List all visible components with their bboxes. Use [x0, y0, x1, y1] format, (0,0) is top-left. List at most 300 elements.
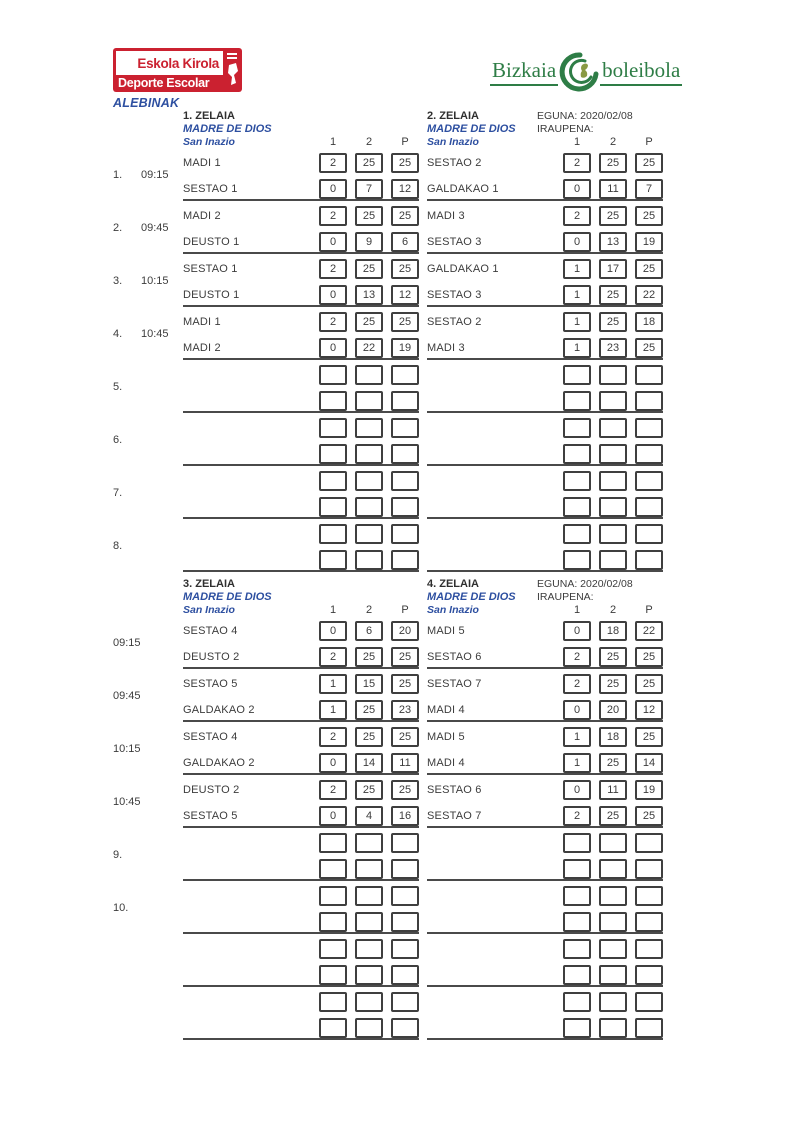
- score-cell: 11: [599, 179, 627, 199]
- eskola-kirola-title-box: [116, 51, 223, 75]
- score-cell: [319, 992, 347, 1012]
- score-cell: 0: [563, 780, 591, 800]
- score-cell: [319, 365, 347, 385]
- score-cell: 25: [599, 153, 627, 173]
- score-cell: 16: [391, 806, 419, 826]
- schedule-section: [113, 110, 671, 572]
- match-number-time-row: [113, 722, 183, 775]
- team-row: [427, 524, 663, 544]
- team-row: [183, 365, 419, 385]
- score-cell: 25: [599, 647, 627, 667]
- score-cell: [355, 365, 383, 385]
- score-cell: 25: [635, 259, 663, 279]
- score-cell: 15: [355, 674, 383, 694]
- team-row: [427, 700, 663, 720]
- team-row: [427, 886, 663, 906]
- team-name: MADI 4: [427, 757, 465, 769]
- score-cell: [563, 497, 591, 517]
- match-block: [183, 828, 419, 881]
- match-number: 4.: [113, 327, 123, 340]
- score-cell: [391, 550, 419, 570]
- match-block: [427, 616, 663, 669]
- score-cell: [319, 550, 347, 570]
- score-cell: 25: [599, 312, 627, 332]
- score-cell: 25: [635, 338, 663, 358]
- team-name: MADI 3: [427, 210, 465, 222]
- court-title: 1. ZELAIA: [183, 110, 235, 122]
- score-cell: 2: [563, 206, 591, 226]
- team-row: [183, 647, 419, 667]
- score-cell: [355, 391, 383, 411]
- match-block: [183, 881, 419, 934]
- score-cell: 0: [563, 621, 591, 641]
- court-header: [183, 110, 419, 148]
- score-cell: 2: [563, 806, 591, 826]
- score-cell: 0: [319, 753, 347, 773]
- match-block: [427, 519, 663, 572]
- score-cell: [355, 965, 383, 985]
- team-row: [183, 780, 419, 800]
- score-cell: [563, 365, 591, 385]
- court-header: [427, 110, 663, 148]
- score-cell: [599, 524, 627, 544]
- score-cell: 25: [391, 780, 419, 800]
- team-row: [183, 285, 419, 305]
- court-title: 2. ZELAIA: [427, 110, 479, 122]
- score-cell: [355, 992, 383, 1012]
- score-cell: 1: [563, 727, 591, 747]
- score-cell: [319, 939, 347, 959]
- score-cell: [635, 471, 663, 491]
- team-row: [183, 674, 419, 694]
- date-duration-block: [537, 578, 633, 604]
- score-cell: [319, 471, 347, 491]
- score-cell: 2: [319, 206, 347, 226]
- score-cell: 18: [599, 727, 627, 747]
- team-row: [427, 285, 663, 305]
- column-header-row: [427, 136, 663, 148]
- team-name: DEUSTO 1: [183, 236, 240, 248]
- team-name: SESTAO 6: [427, 784, 482, 796]
- match-block: [427, 828, 663, 881]
- score-cell: [319, 912, 347, 932]
- score-cell: [635, 912, 663, 932]
- set-column-header-P: P: [645, 604, 653, 616]
- score-cell: 11: [391, 753, 419, 773]
- match-block: [427, 934, 663, 987]
- score-cell: [391, 365, 419, 385]
- team-row: [183, 391, 419, 411]
- score-cell: 7: [355, 179, 383, 199]
- score-cell: 1: [563, 338, 591, 358]
- score-cell: [563, 886, 591, 906]
- match-number: 2.: [113, 221, 123, 234]
- team-row: [427, 338, 663, 358]
- set-column-header-1: 1: [573, 604, 581, 616]
- court-table: [183, 578, 419, 1040]
- score-cell: 20: [391, 621, 419, 641]
- match-block: [183, 519, 419, 572]
- score-cell: [599, 992, 627, 1012]
- match-block: [183, 987, 419, 1040]
- match-number: 10.: [113, 901, 129, 914]
- team-row: [183, 524, 419, 544]
- team-row: [183, 232, 419, 252]
- score-cell: [355, 524, 383, 544]
- score-cell: 2: [319, 312, 347, 332]
- match-number-time-row: [113, 828, 183, 881]
- boleibola-label: boleibola: [600, 58, 682, 86]
- score-cell: 2: [319, 780, 347, 800]
- team-name: SESTAO 4: [183, 625, 238, 637]
- match-number: 9.: [113, 848, 123, 861]
- score-cell: [635, 550, 663, 570]
- team-name: MADI 1: [183, 316, 221, 328]
- score-cell: [635, 833, 663, 853]
- score-cell: [319, 833, 347, 853]
- score-cell: 25: [599, 806, 627, 826]
- court-table: [183, 110, 419, 572]
- score-cell: 25: [635, 153, 663, 173]
- score-cell: [391, 859, 419, 879]
- match-block: [183, 616, 419, 669]
- score-cell: [563, 1018, 591, 1038]
- team-row: [183, 806, 419, 826]
- score-cell: 1: [563, 285, 591, 305]
- match-block: [183, 201, 419, 254]
- score-cell: [391, 886, 419, 906]
- venue-name: MADRE DE DIOS: [183, 591, 272, 603]
- court-table: [427, 578, 663, 1040]
- score-cell: [599, 497, 627, 517]
- score-cell: [563, 859, 591, 879]
- score-cell: [563, 524, 591, 544]
- set-column-header-2: 2: [365, 136, 373, 148]
- bizkaia-label: Bizkaia: [490, 58, 558, 86]
- score-cell: 12: [391, 285, 419, 305]
- match-number-time-row: [113, 934, 183, 987]
- score-cell: 2: [319, 153, 347, 173]
- set-column-header-2: 2: [365, 604, 373, 616]
- team-name: MADI 2: [183, 210, 221, 222]
- team-name: SESTAO 5: [183, 810, 238, 822]
- team-row: [427, 674, 663, 694]
- match-time: 10:45: [113, 795, 141, 808]
- volleyball-swirl-icon: [559, 52, 599, 92]
- score-cell: 19: [391, 338, 419, 358]
- team-row: [183, 753, 419, 773]
- score-cell: 25: [355, 647, 383, 667]
- match-number: 7.: [113, 486, 123, 499]
- team-row: [427, 992, 663, 1012]
- match-block: [183, 934, 419, 987]
- match-block: [427, 148, 663, 201]
- score-cell: [319, 965, 347, 985]
- score-cell: 25: [355, 153, 383, 173]
- score-cell: 6: [355, 621, 383, 641]
- match-block: [427, 987, 663, 1040]
- score-cell: [599, 391, 627, 411]
- team-name: SESTAO 3: [427, 289, 482, 301]
- venue-name: MADRE DE DIOS: [427, 123, 516, 135]
- match-block: [183, 307, 419, 360]
- court-header: [427, 578, 663, 616]
- match-number-time-row: [113, 254, 183, 307]
- score-cell: [319, 391, 347, 411]
- score-cell: [563, 444, 591, 464]
- score-cell: 25: [635, 647, 663, 667]
- deporte-escolar-label: Deporte Escolar: [118, 76, 210, 90]
- score-cell: 25: [355, 312, 383, 332]
- subvenue-name: San Inazio: [183, 136, 235, 148]
- score-cell: 25: [391, 206, 419, 226]
- match-number-time-row: [113, 987, 183, 1040]
- team-row: [427, 259, 663, 279]
- team-row: [427, 179, 663, 199]
- score-cell: 13: [599, 232, 627, 252]
- team-row: [427, 780, 663, 800]
- score-cell: 25: [599, 285, 627, 305]
- column-header-row: [427, 604, 663, 616]
- team-row: [427, 912, 663, 932]
- score-cell: 25: [355, 700, 383, 720]
- set-column-header-2: 2: [609, 604, 617, 616]
- team-row: [427, 471, 663, 491]
- match-block: [183, 360, 419, 413]
- team-row: [183, 153, 419, 173]
- score-cell: [319, 444, 347, 464]
- score-cell: [635, 886, 663, 906]
- score-cell: [563, 965, 591, 985]
- score-cell: 1: [319, 700, 347, 720]
- team-row: [427, 753, 663, 773]
- team-row: [183, 312, 419, 332]
- team-name: SESTAO 6: [427, 651, 482, 663]
- score-cell: 25: [355, 259, 383, 279]
- score-cell: 0: [319, 338, 347, 358]
- score-cell: [635, 859, 663, 879]
- score-cell: 22: [635, 621, 663, 641]
- match-block: [427, 466, 663, 519]
- team-row: [183, 206, 419, 226]
- match-block: [427, 360, 663, 413]
- score-cell: [355, 471, 383, 491]
- set-column-header-1: 1: [329, 136, 337, 148]
- team-row: [427, 806, 663, 826]
- team-row: [183, 912, 419, 932]
- team-row: [183, 338, 419, 358]
- score-cell: 12: [391, 179, 419, 199]
- team-row: [183, 992, 419, 1012]
- team-row: [427, 365, 663, 385]
- score-cell: [391, 524, 419, 544]
- match-number-time-row: [113, 669, 183, 722]
- team-name: GALDAKAO 1: [427, 183, 499, 195]
- set-column-header-1: 1: [329, 604, 337, 616]
- score-cell: [599, 939, 627, 959]
- match-block: [427, 307, 663, 360]
- score-cell: [355, 912, 383, 932]
- score-cell: [599, 965, 627, 985]
- team-row: [183, 833, 419, 853]
- score-cell: 0: [319, 179, 347, 199]
- match-block: [427, 775, 663, 828]
- score-cell: [319, 859, 347, 879]
- score-cell: [319, 886, 347, 906]
- match-block: [183, 466, 419, 519]
- score-cell: 19: [635, 232, 663, 252]
- score-cell: 25: [635, 806, 663, 826]
- team-row: [427, 833, 663, 853]
- score-cell: 22: [355, 338, 383, 358]
- team-name: DEUSTO 2: [183, 651, 240, 663]
- score-cell: 0: [319, 621, 347, 641]
- match-number-time-row: [113, 201, 183, 254]
- score-cell: [391, 497, 419, 517]
- score-cell: 1: [319, 674, 347, 694]
- team-name: SESTAO 2: [427, 316, 482, 328]
- venue-name: MADRE DE DIOS: [183, 123, 272, 135]
- eskola-kirola-logo: [113, 48, 242, 92]
- score-cell: 18: [599, 621, 627, 641]
- court-table: [427, 110, 663, 572]
- match-number-time-row: [113, 881, 183, 934]
- runner-icon: [225, 51, 240, 89]
- score-cell: 17: [599, 259, 627, 279]
- team-name: SESTAO 2: [427, 157, 482, 169]
- score-cell: [391, 833, 419, 853]
- team-row: [427, 418, 663, 438]
- score-cell: [563, 418, 591, 438]
- subvenue-name: San Inazio: [427, 604, 479, 616]
- court-title: 4. ZELAIA: [427, 578, 479, 590]
- match-number-time-row: [113, 413, 183, 466]
- score-cell: 25: [355, 780, 383, 800]
- score-cell: [355, 886, 383, 906]
- team-name: MADI 5: [427, 731, 465, 743]
- team-row: [183, 1018, 419, 1038]
- score-cell: 1: [563, 753, 591, 773]
- team-name: SESTAO 5: [183, 678, 238, 690]
- score-cell: 2: [319, 259, 347, 279]
- match-number-time-row: [113, 360, 183, 413]
- match-time: 10:15: [113, 742, 141, 755]
- score-cell: [635, 418, 663, 438]
- match-block: [427, 413, 663, 466]
- score-cell: [599, 550, 627, 570]
- page-title: ALEBINAK: [113, 96, 180, 110]
- team-row: [427, 859, 663, 879]
- team-name: MADI 5: [427, 625, 465, 637]
- score-cell: [635, 1018, 663, 1038]
- score-cell: 14: [355, 753, 383, 773]
- score-cell: 12: [635, 700, 663, 720]
- score-cell: [599, 444, 627, 464]
- team-row: [427, 497, 663, 517]
- match-block: [183, 775, 419, 828]
- score-cell: [635, 365, 663, 385]
- match-number-time-row: [113, 307, 183, 360]
- eskola-kirola-logo-main: [113, 48, 223, 92]
- score-cell: 1: [563, 259, 591, 279]
- match-number-time-row: [113, 148, 183, 201]
- score-cell: [355, 833, 383, 853]
- team-row: [183, 700, 419, 720]
- score-cell: [635, 992, 663, 1012]
- eskola-kirola-label: Eskola Kirola: [137, 55, 219, 71]
- match-block: [427, 254, 663, 307]
- duration-label: IRAUPENA:: [537, 591, 594, 603]
- match-block: [183, 148, 419, 201]
- match-time: 09:15: [113, 636, 141, 649]
- score-cell: 0: [319, 806, 347, 826]
- score-cell: 25: [355, 727, 383, 747]
- schedule-section: [113, 578, 671, 1040]
- score-cell: 23: [599, 338, 627, 358]
- score-cell: 2: [563, 153, 591, 173]
- match-block: [427, 881, 663, 934]
- score-cell: [391, 939, 419, 959]
- score-cell: [635, 524, 663, 544]
- match-time: 10:15: [141, 274, 169, 287]
- score-cell: [563, 471, 591, 491]
- team-row: [427, 727, 663, 747]
- score-cell: [599, 418, 627, 438]
- score-cell: 2: [563, 647, 591, 667]
- score-cell: 22: [635, 285, 663, 305]
- date-label: EGUNA: 2020/02/08: [537, 578, 633, 590]
- score-cell: [391, 391, 419, 411]
- score-cell: 14: [635, 753, 663, 773]
- score-cell: [563, 833, 591, 853]
- team-row: [427, 621, 663, 641]
- team-row: [427, 153, 663, 173]
- score-cell: 0: [563, 700, 591, 720]
- team-name: SESTAO 7: [427, 678, 482, 690]
- team-row: [183, 259, 419, 279]
- match-block: [427, 201, 663, 254]
- score-cell: [391, 965, 419, 985]
- score-cell: [355, 939, 383, 959]
- match-number-time-column: [113, 110, 183, 572]
- score-cell: [319, 418, 347, 438]
- score-cell: 0: [563, 179, 591, 199]
- team-row: [183, 497, 419, 517]
- score-cell: [391, 418, 419, 438]
- team-name: MADI 1: [183, 157, 221, 169]
- team-row: [183, 886, 419, 906]
- team-row: [427, 939, 663, 959]
- score-cell: [355, 859, 383, 879]
- team-row: [183, 621, 419, 641]
- score-cell: 7: [635, 179, 663, 199]
- score-cell: [635, 497, 663, 517]
- score-cell: 25: [599, 753, 627, 773]
- score-cell: [599, 833, 627, 853]
- set-column-header-1: 1: [573, 136, 581, 148]
- score-cell: 2: [563, 674, 591, 694]
- score-cell: [563, 912, 591, 932]
- eskola-kirola-emblem: [223, 48, 242, 92]
- subvenue-name: San Inazio: [183, 604, 235, 616]
- score-cell: 0: [563, 232, 591, 252]
- team-row: [183, 859, 419, 879]
- score-cell: [355, 497, 383, 517]
- match-block: [183, 669, 419, 722]
- column-header-row: [183, 604, 419, 616]
- score-cell: [599, 886, 627, 906]
- score-cell: 18: [635, 312, 663, 332]
